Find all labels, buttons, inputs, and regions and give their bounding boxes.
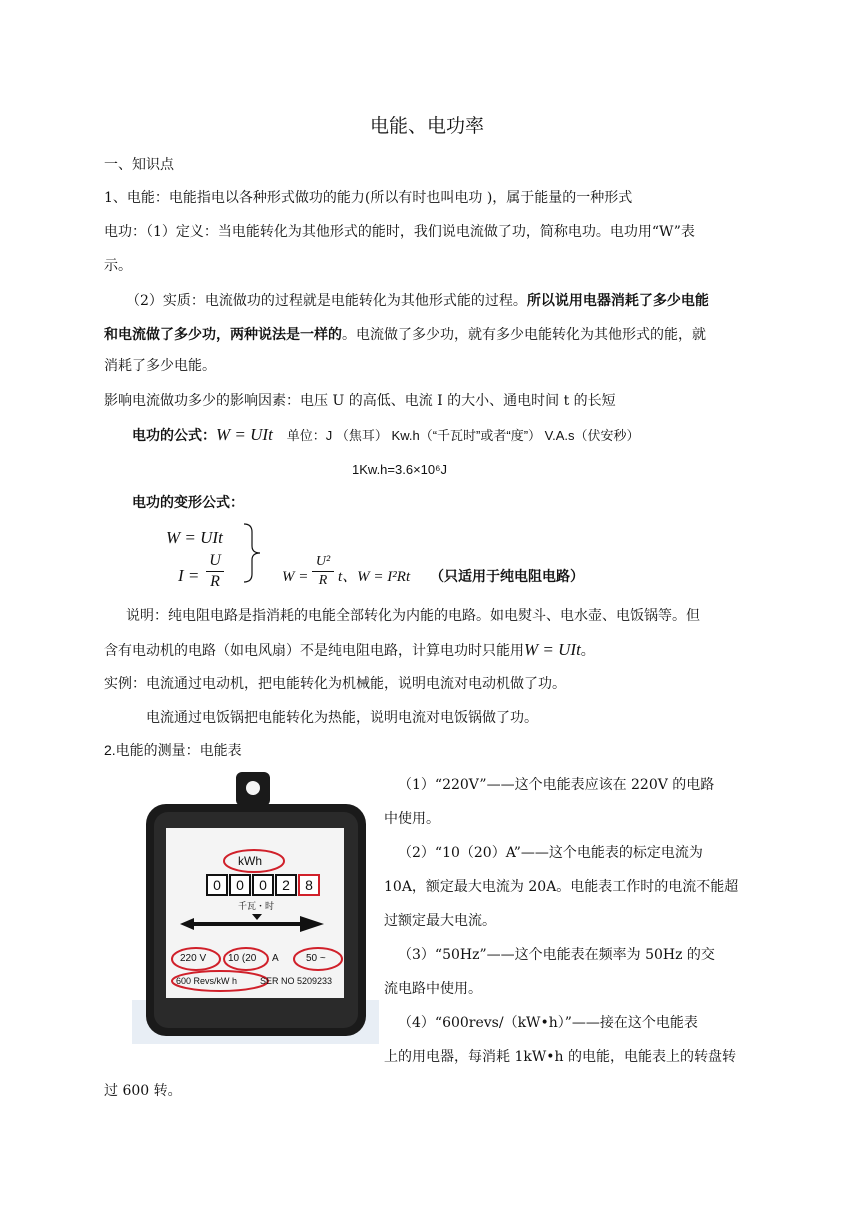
paragraph-energy: 1、电能：电能指电以各种形式做功的能力(所以有时也叫电功 )，属于能量的一种形式 [104,190,633,206]
annotation-oval-icon [222,848,286,874]
meter-dial-label: 千瓦・时 [238,901,275,911]
meter-serial: SER NO 5209233 [260,976,333,986]
equation-w2-numerator: U² [315,554,331,569]
formula-label: 电功的公式： [132,427,216,443]
meter-unit: kWh [238,854,262,868]
meter-note-4a: （4）“600revs/（kW•h）”——接在这个电能表 [398,1015,698,1031]
paragraph-work-def-2: 示。 [104,258,132,274]
essence-plain: （2）实质：电流做功的过程就是电能转化为其他形式能的过程。 [126,293,527,309]
paragraph-essence-1 [126,290,709,311]
unit-text: 单位：J （焦耳） Kw.h（“千瓦时”或者“度”） V.A.s（伏安秒） [286,428,640,443]
meter-note-2b: 10A，额定最大电流为 20A。电能表工作时的电流不能超 [384,879,739,895]
meter-digit: 0 [229,874,251,896]
meter-frequency: 50 ~ [306,953,326,964]
electric-meter-image [132,772,379,1044]
meter-note-4c: 过 600 转。 [104,1083,182,1099]
paragraph-essence-2 [104,324,706,345]
conversion-text: 1Kw.h=3.6×10⁶J [352,462,447,477]
meter-voltage: 220 V [180,953,207,964]
meter-amp: A [272,953,279,964]
essence-bold-2: 和电流做了多少功，两种说法是一样的 [104,326,342,342]
formula-main: W = UIt [216,425,273,444]
meter-note-3a: （3）“50Hz”——这个电能表在频率为 50Hz 的交 [398,947,715,963]
equation-i-numerator: U [209,552,221,569]
section-heading-2: 2.电能的测量：电能表 [104,742,242,758]
meter-note-1b: 中使用。 [384,811,440,827]
paragraph-work-def-1: 电功：（1）定义：当电能转化为其他形式的能时，我们说电流做了功，简称电功。电功用“W”表 [104,224,695,240]
equation-i-left: I = [178,566,200,585]
meter-note-1a: （1）“220V”——这个电能表应该在 220V 的电路 [398,777,715,793]
note-math: W = UIt [524,640,581,659]
meter-revs: 600 Revs/kW h [176,976,238,986]
meter-digit: 0 [252,874,274,896]
meter-current: 10 (20 [228,953,257,964]
paragraph-essence-3: 消耗了多少电能。 [104,358,216,374]
paragraph-factors: 影响电流做功多少的影响因素：电压 U 的高低、电流 I 的大小、通电时间 t 的长短 [104,393,616,409]
note-end: 。 [580,643,595,659]
equation-note: （只适用于纯电阻电路） [430,568,584,584]
note-text: 含有电动机的电路（如电风扇）不是纯电阻电路，计算电功时只能用 [104,643,524,659]
meter-note-2a: （2）“10（20）A”——这个电能表的标定电流为 [398,845,703,861]
meter-digits [206,874,320,896]
equation-w2-left: W = [282,569,309,585]
equation-i-fraction [206,552,224,591]
rotor-arrow-icon [180,912,330,936]
paragraph-note-2 [104,640,595,661]
paragraph-note-1: 说明：纯电阻电路是指消耗的电能全部转化为内能的电路。如电熨斗、电水壶、电饭锅等。但 [126,608,700,624]
meter-digit: 0 [206,874,228,896]
meter-note-3b: 流电路中使用。 [384,981,482,997]
formula-line [132,425,640,446]
equation-w2-fraction [312,554,334,589]
brace-icon [240,522,262,584]
page-title: 电能、电功率 [370,115,485,137]
variant-label: 电功的变形公式： [132,494,244,510]
meter-digit: 2 [275,874,297,896]
equation-w2-tail: t、W = I²Rt [338,569,411,585]
meter-note-2c: 过额定最大电流。 [384,913,496,929]
essence-bold: 所以说用电器消耗了多少电能 [526,292,709,308]
equation-w2-denominator: R [318,573,328,588]
meter-digit: 8 [298,874,320,896]
paragraph-example-1: 实例：电流通过电动机，把电能转化为机械能，说明电流对电动机做了功。 [104,676,566,692]
equation-i-denominator: R [210,573,220,590]
essence-plain-2: 。电流做了多少功，就有多少电能转化为其他形式的能，就 [342,327,706,343]
section-heading-1: 一、知识点 [104,157,174,173]
meter-note-4b: 上的用电器，每消耗 1kW•h 的电能，电能表上的转盘转 [384,1049,736,1065]
paragraph-example-2: 电流通过电饭锅把电能转化为热能，说明电流对电饭锅做了功。 [146,710,538,726]
equation-w: W = UIt [166,528,223,547]
